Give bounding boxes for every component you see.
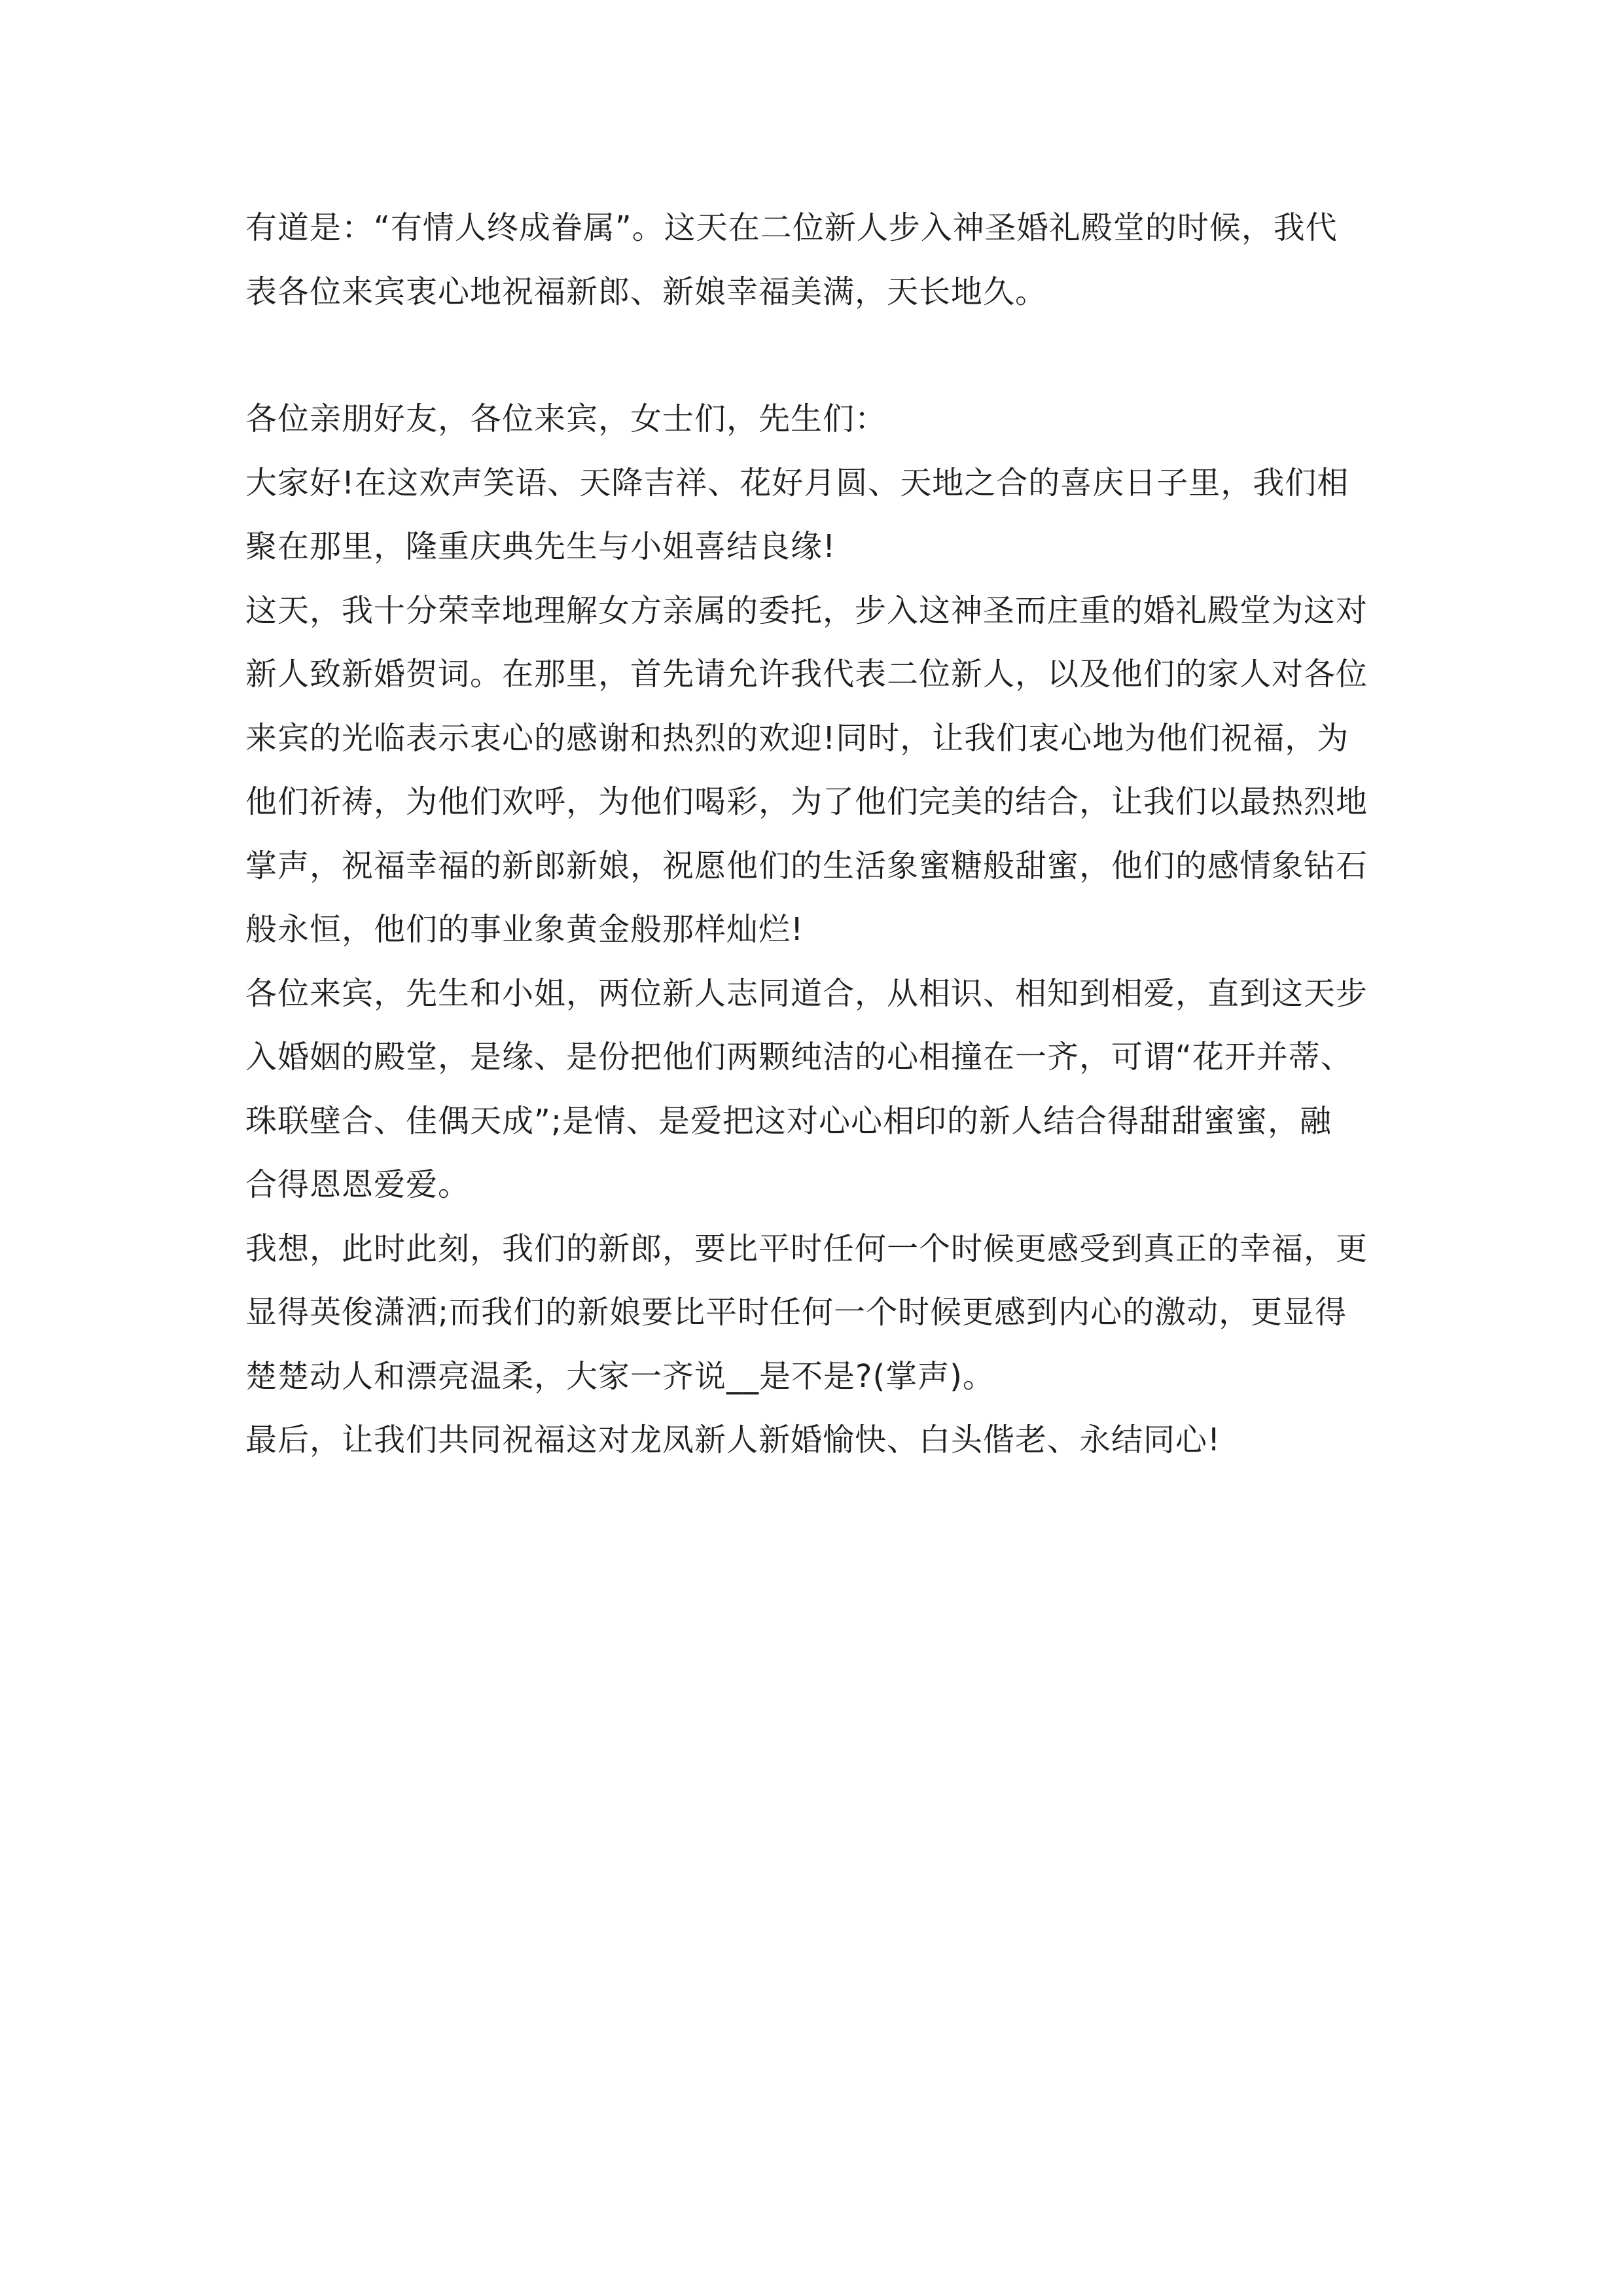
text-line: 般永恒，他们的事业象黄金般那样灿烂! [245,911,804,948]
text-line: 大家好!在这欢声笑语、天降吉祥、花好月圆、天地之合的喜庆日子里，我们相 [245,464,1349,501]
text-line: 楚楚动人和漂亮温柔，大家一齐说__是不是?(掌声)。 [245,1357,995,1395]
text-line: 有道是：“有情人终成眷属”。这天在二位新人步入神圣婚礼殿堂的时候，我代 [245,209,1338,246]
text-line: 显得英俊潇洒;而我们的新娘要比平时任何一个时候更感到内心的激动，更显得 [245,1294,1347,1331]
speech-body [245,387,1397,1473]
text-line: 他们祈祷，为他们欢呼，为他们喝彩，为了他们完美的结合，让我们以最热烈地 [245,783,1368,820]
closing-line: 最后，让我们共同祝福这对龙凤新人新婚愉快、白头偕老、永结同心! [245,1422,1221,1458]
text-line: 新人致新婚贺词。在那里，首先请允许我代表二位新人，以及他们的家人对各位 [245,656,1368,692]
text-line: 来宾的光临表示衷心的感谢和热烈的欢迎!同时，让我们衷心地为他们祝福，为 [245,719,1349,757]
text-line: 聚在那里，隆重庆典先生与小姐喜结良缘! [245,528,836,565]
intro-paragraph [245,196,1397,324]
greeting-line: 各位亲朋好友，各位来宾，女士们，先生们： [245,401,887,437]
text-line: 掌声，祝福幸福的新郎新娘，祝愿他们的生活象蜜糖般甜蜜，他们的感情象钻石 [245,847,1368,884]
text-line: 各位来宾，先生和小姐，两位新人志同道合，从相识、相知到相爱，直到这天步 [245,975,1368,1012]
text-line: 这天，我十分荣幸地理解女方亲属的委托，步入这神圣而庄重的婚礼殿堂为这对 [245,592,1368,629]
text-line: 珠联壁合、佳偶天成”;是情、是爱把这对心心相印的新人结合得甜甜蜜蜜，融 [245,1102,1332,1139]
text-line: 表各位来宾衷心地祝福新郎、新娘幸福美满，天长地久。 [245,273,1048,310]
text-line: 我想，此时此刻，我们的新郎，要比平时任何一个时候更感受到真正的幸福，更 [245,1230,1368,1267]
text-line: 入婚姻的殿堂，是缘、是份把他们两颗纯洁的心相撞在一齐，可谓“花开并蒂、 [245,1039,1353,1075]
text-line: 合得恩恩爱爱。 [245,1166,471,1203]
